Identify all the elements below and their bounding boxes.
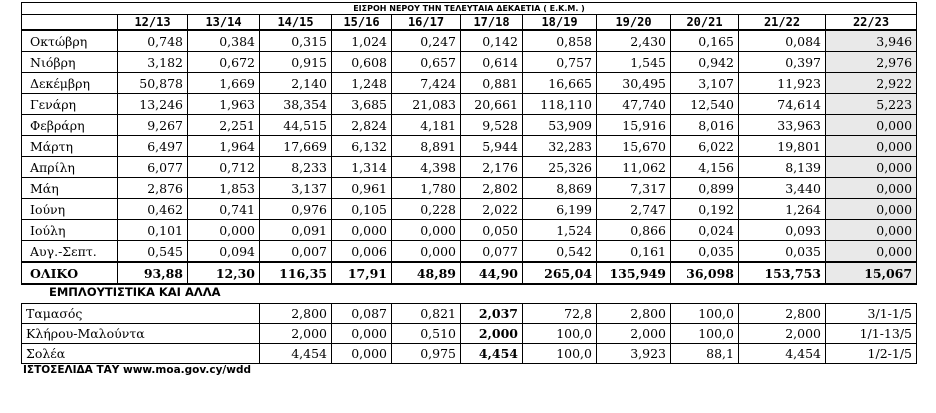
value-cell: 0,608 xyxy=(332,52,392,73)
reservoir-value: 2,800 xyxy=(739,304,826,324)
value-cell: 0,000 xyxy=(826,115,917,136)
reservoir-value: 4,454 xyxy=(739,344,826,364)
total-value: 265,04 xyxy=(523,262,597,284)
table-row xyxy=(22,30,917,52)
table-title: ΕΙΣΡΟΗ ΝΕΡΟΥ ΤΗΝ ΤΕΛΕΥΤΑΙΑ ΔΕΚΑΕΤΙΑ ( Ε.Κ.Μ. ) xyxy=(22,3,917,15)
value-cell: 1,314 xyxy=(332,157,392,178)
value-cell: 2,176 xyxy=(461,157,523,178)
value-cell: 0,101 xyxy=(118,220,188,241)
value-cell: 0,397 xyxy=(739,52,826,73)
value-cell: 1,264 xyxy=(739,199,826,220)
value-cell: 0,000 xyxy=(826,157,917,178)
value-cell: 0,000 xyxy=(826,178,917,199)
value-cell: 0,942 xyxy=(671,52,739,73)
column-header: 18/19 xyxy=(523,15,597,31)
reservoir-value: 2,000 xyxy=(260,324,332,344)
section-title: ΕΜΠΛΟΥΤΙΣΤΙΚΑ ΚΑΙ ΑΛΛΑ xyxy=(49,285,221,299)
reservoir-value: 0,000 xyxy=(332,324,392,344)
reservoir-value: 0,000 xyxy=(332,344,392,364)
reservoir-value: 1/1-13/5 xyxy=(826,324,917,344)
value-cell: 50,878 xyxy=(118,73,188,94)
total-value: 135,949 xyxy=(597,262,671,284)
month-label: Φεβράρη xyxy=(22,115,118,136)
value-cell: 1,524 xyxy=(523,220,597,241)
value-cell: 8,139 xyxy=(739,157,826,178)
month-label: Αυγ.-Σεπτ. xyxy=(22,241,118,263)
column-header: 13/14 xyxy=(188,15,260,31)
value-cell: 6,022 xyxy=(671,136,739,157)
value-cell: 15,670 xyxy=(597,136,671,157)
column-header: 19/20 xyxy=(597,15,671,31)
value-cell: 2,824 xyxy=(332,115,392,136)
title-row xyxy=(22,3,917,15)
value-cell: 1,545 xyxy=(597,52,671,73)
value-cell: 2,976 xyxy=(826,52,917,73)
value-cell: 0,000 xyxy=(826,220,917,241)
table-row xyxy=(22,73,917,94)
value-cell: 0,000 xyxy=(392,220,461,241)
value-cell: 0,866 xyxy=(597,220,671,241)
value-cell: 0,614 xyxy=(461,52,523,73)
header-row xyxy=(22,15,917,31)
value-cell: 9,267 xyxy=(118,115,188,136)
value-cell: 0,228 xyxy=(392,199,461,220)
value-cell: 4,398 xyxy=(392,157,461,178)
reservoir-name: Σολέα xyxy=(22,344,260,364)
value-cell: 11,923 xyxy=(739,73,826,94)
column-header: 14/15 xyxy=(260,15,332,31)
value-cell: 4,181 xyxy=(392,115,461,136)
value-cell: 0,542 xyxy=(523,241,597,263)
value-cell: 4,156 xyxy=(671,157,739,178)
reservoir-value: 2,800 xyxy=(597,304,671,324)
value-cell: 47,740 xyxy=(597,94,671,115)
month-label: Μάη xyxy=(22,178,118,199)
value-cell: 0,161 xyxy=(597,241,671,263)
value-cell: 0,094 xyxy=(188,241,260,263)
month-label: Νιόβρη xyxy=(22,52,118,73)
reservoir-value: 100,0 xyxy=(671,304,739,324)
table-row xyxy=(22,136,917,157)
value-cell: 0,757 xyxy=(523,52,597,73)
value-cell: 0,035 xyxy=(671,241,739,263)
value-cell: 0,915 xyxy=(260,52,332,73)
value-cell: 0,024 xyxy=(671,220,739,241)
month-label: Ιούνη xyxy=(22,199,118,220)
value-cell: 2,747 xyxy=(597,199,671,220)
column-header: 17/18 xyxy=(461,15,523,31)
reservoir-value: 1/2-1/5 xyxy=(826,344,917,364)
value-cell: 0,077 xyxy=(461,241,523,263)
column-header: 20/21 xyxy=(671,15,739,31)
value-cell: 25,326 xyxy=(523,157,597,178)
value-cell: 3,685 xyxy=(332,94,392,115)
value-cell: 118,110 xyxy=(523,94,597,115)
reservoir-value: 3,923 xyxy=(597,344,671,364)
value-cell: 0,315 xyxy=(260,30,332,52)
value-cell: 53,909 xyxy=(523,115,597,136)
value-cell: 2,876 xyxy=(118,178,188,199)
value-cell: 0,899 xyxy=(671,178,739,199)
column-header: 15/16 xyxy=(332,15,392,31)
value-cell: 11,062 xyxy=(597,157,671,178)
value-cell: 0,142 xyxy=(461,30,523,52)
reservoir-value: 0,975 xyxy=(392,344,461,364)
reservoir-value: 2,037 xyxy=(461,304,523,324)
value-cell: 0,858 xyxy=(523,30,597,52)
value-cell: 2,140 xyxy=(260,73,332,94)
reservoir-value: 88,1 xyxy=(671,344,739,364)
reservoir-value: 3/1-1/5 xyxy=(826,304,917,324)
value-cell: 16,665 xyxy=(523,73,597,94)
reservoir-value: 0,087 xyxy=(332,304,392,324)
value-cell: 0,035 xyxy=(739,241,826,263)
value-cell: 0,741 xyxy=(188,199,260,220)
month-label: Οκτώβρη xyxy=(22,30,118,52)
column-header: 22/23 xyxy=(826,15,917,31)
value-cell: 9,528 xyxy=(461,115,523,136)
reservoir-value: 100,0 xyxy=(523,344,597,364)
reservoir-value: 100,0 xyxy=(671,324,739,344)
total-label: ΟΛΙΚΟ xyxy=(22,262,118,284)
value-cell: 2,251 xyxy=(188,115,260,136)
value-cell: 5,223 xyxy=(826,94,917,115)
inflow-table xyxy=(21,2,917,285)
value-cell: 2,802 xyxy=(461,178,523,199)
value-cell: 2,430 xyxy=(597,30,671,52)
total-value: 48,89 xyxy=(392,262,461,284)
value-cell: 1,024 xyxy=(332,30,392,52)
reservoir-value: 0,510 xyxy=(392,324,461,344)
total-value: 12,30 xyxy=(188,262,260,284)
reservoir-value: 100,0 xyxy=(523,324,597,344)
value-cell: 15,916 xyxy=(597,115,671,136)
total-value: 15,067 xyxy=(826,262,917,284)
total-row xyxy=(22,262,917,284)
column-header: 12/13 xyxy=(118,15,188,31)
value-cell: 0,000 xyxy=(392,241,461,263)
value-cell: 19,801 xyxy=(739,136,826,157)
value-cell: 20,661 xyxy=(461,94,523,115)
value-cell: 1,248 xyxy=(332,73,392,94)
value-cell: 12,540 xyxy=(671,94,739,115)
value-cell: 0,961 xyxy=(332,178,392,199)
value-cell: 2,922 xyxy=(826,73,917,94)
column-header: 21/22 xyxy=(739,15,826,31)
total-value: 44,90 xyxy=(461,262,523,284)
month-label: Γενάρη xyxy=(22,94,118,115)
reservoir-value: 2,800 xyxy=(260,304,332,324)
value-cell: 38,354 xyxy=(260,94,332,115)
website-footer: ΙΣΤΟΣΕΛΙΔΑ ΤΑΥ www.moa.gov.cy/wdd xyxy=(23,364,251,376)
value-cell: 1,780 xyxy=(392,178,461,199)
value-cell: 8,891 xyxy=(392,136,461,157)
value-cell: 0,672 xyxy=(188,52,260,73)
value-cell: 3,946 xyxy=(826,30,917,52)
reservoir-value: 2,000 xyxy=(597,324,671,344)
value-cell: 13,246 xyxy=(118,94,188,115)
value-cell: 8,869 xyxy=(523,178,597,199)
total-value: 93,88 xyxy=(118,262,188,284)
header-corner xyxy=(22,15,118,31)
value-cell: 0,712 xyxy=(188,157,260,178)
value-cell: 6,132 xyxy=(332,136,392,157)
reservoir-name: Κλήρου-Μαλούντα xyxy=(22,324,260,344)
value-cell: 0,000 xyxy=(826,199,917,220)
value-cell: 5,944 xyxy=(461,136,523,157)
value-cell: 0,462 xyxy=(118,199,188,220)
reservoirs-table xyxy=(21,303,917,364)
value-cell: 33,963 xyxy=(739,115,826,136)
value-cell: 1,669 xyxy=(188,73,260,94)
value-cell: 8,233 xyxy=(260,157,332,178)
reservoir-row xyxy=(22,304,917,324)
month-label: Ιούλη xyxy=(22,220,118,241)
table-row xyxy=(22,157,917,178)
reservoir-value: 4,454 xyxy=(260,344,332,364)
value-cell: 3,107 xyxy=(671,73,739,94)
value-cell: 0,000 xyxy=(826,136,917,157)
value-cell: 0,000 xyxy=(188,220,260,241)
total-value: 153,753 xyxy=(739,262,826,284)
reservoir-value: 2,000 xyxy=(461,324,523,344)
value-cell: 8,016 xyxy=(671,115,739,136)
value-cell: 0,091 xyxy=(260,220,332,241)
value-cell: 1,853 xyxy=(188,178,260,199)
value-cell: 0,545 xyxy=(118,241,188,263)
table-row xyxy=(22,199,917,220)
reservoir-value: 4,454 xyxy=(461,344,523,364)
value-cell: 6,199 xyxy=(523,199,597,220)
total-value: 17,91 xyxy=(332,262,392,284)
table-row xyxy=(22,220,917,241)
reservoir-name: Ταμασός xyxy=(22,304,260,324)
value-cell: 44,515 xyxy=(260,115,332,136)
inflow-report xyxy=(21,2,916,376)
value-cell: 7,317 xyxy=(597,178,671,199)
value-cell: 0,105 xyxy=(332,199,392,220)
value-cell: 0,050 xyxy=(461,220,523,241)
value-cell: 0,006 xyxy=(332,241,392,263)
month-label: Απρίλη xyxy=(22,157,118,178)
table-row xyxy=(22,178,917,199)
total-value: 116,35 xyxy=(260,262,332,284)
value-cell: 0,384 xyxy=(188,30,260,52)
table-row xyxy=(22,115,917,136)
value-cell: 0,247 xyxy=(392,30,461,52)
value-cell: 21,083 xyxy=(392,94,461,115)
value-cell: 17,669 xyxy=(260,136,332,157)
reservoir-value: 0,821 xyxy=(392,304,461,324)
value-cell: 3,440 xyxy=(739,178,826,199)
column-header: 16/17 xyxy=(392,15,461,31)
value-cell: 74,614 xyxy=(739,94,826,115)
value-cell: 0,165 xyxy=(671,30,739,52)
value-cell: 0,093 xyxy=(739,220,826,241)
reservoir-row xyxy=(22,344,917,364)
table-row xyxy=(22,52,917,73)
table-row xyxy=(22,94,917,115)
value-cell: 0,881 xyxy=(461,73,523,94)
value-cell: 0,748 xyxy=(118,30,188,52)
value-cell: 1,964 xyxy=(188,136,260,157)
value-cell: 3,182 xyxy=(118,52,188,73)
value-cell: 0,007 xyxy=(260,241,332,263)
reservoir-row xyxy=(22,324,917,344)
value-cell: 0,084 xyxy=(739,30,826,52)
reservoir-value: 2,000 xyxy=(739,324,826,344)
value-cell: 0,000 xyxy=(826,241,917,263)
table-row xyxy=(22,241,917,263)
value-cell: 32,283 xyxy=(523,136,597,157)
value-cell: 0,000 xyxy=(332,220,392,241)
month-label: Μάρτη xyxy=(22,136,118,157)
value-cell: 0,657 xyxy=(392,52,461,73)
total-value: 36,098 xyxy=(671,262,739,284)
value-cell: 30,495 xyxy=(597,73,671,94)
value-cell: 7,424 xyxy=(392,73,461,94)
value-cell: 6,497 xyxy=(118,136,188,157)
value-cell: 3,137 xyxy=(260,178,332,199)
month-label: Δεκέμβρη xyxy=(22,73,118,94)
value-cell: 0,192 xyxy=(671,199,739,220)
value-cell: 0,976 xyxy=(260,199,332,220)
reservoir-value: 72,8 xyxy=(523,304,597,324)
value-cell: 6,077 xyxy=(118,157,188,178)
value-cell: 2,022 xyxy=(461,199,523,220)
value-cell: 1,963 xyxy=(188,94,260,115)
